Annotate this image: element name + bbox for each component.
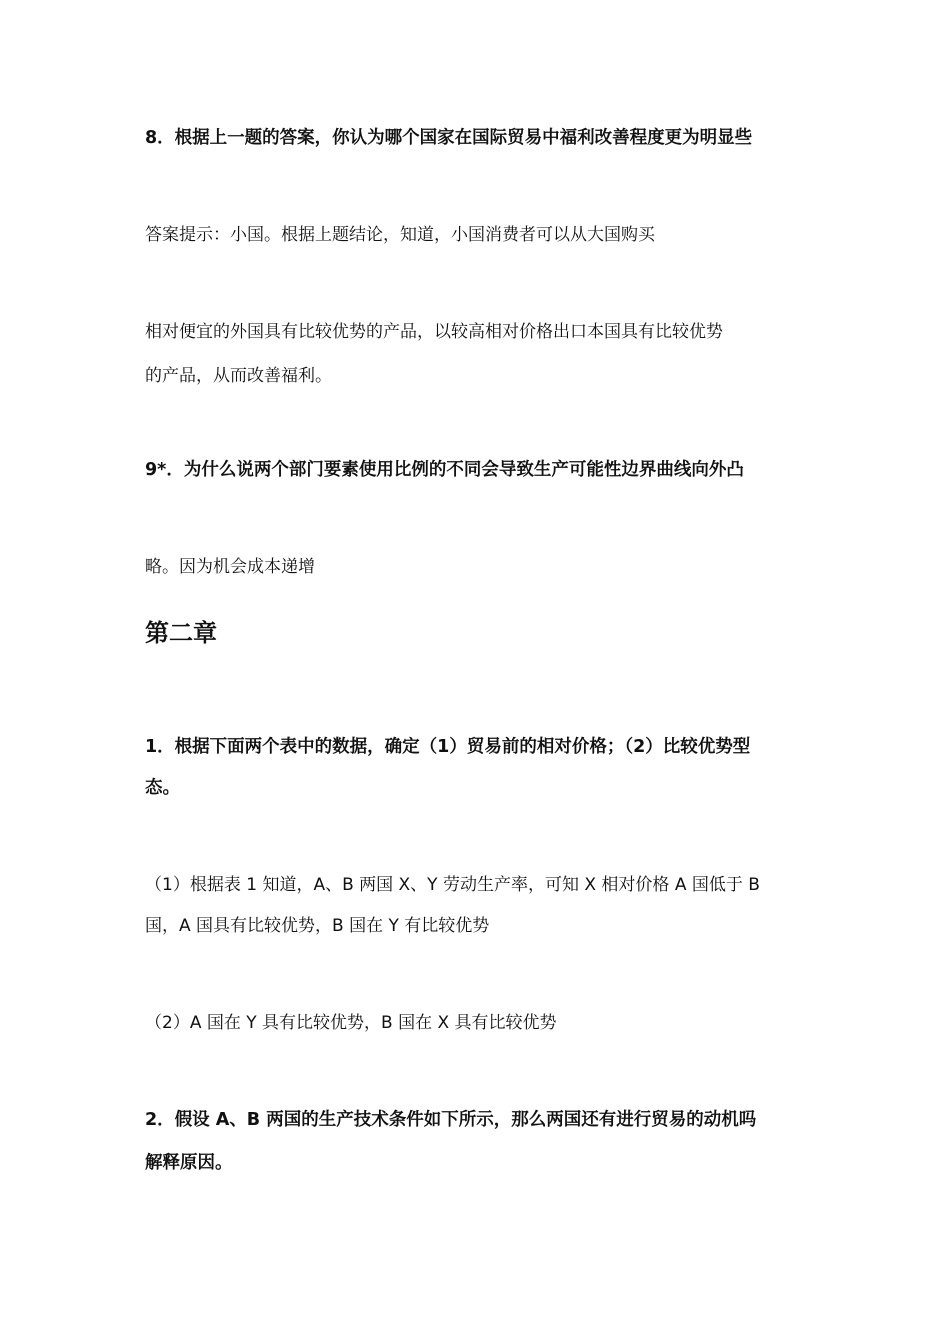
chapter2-question-1-line-1: 1．根据下面两个表中的数据，确定（1）贸易前的相对价格；（2）比较优势型 (145, 737, 751, 757)
chapter2-question-1-line-2: 态。 (145, 778, 180, 798)
answer-8-line-2: 相对便宜的外国具有比较优势的产品，以较高相对价格出口本国具有比较优势 (145, 322, 723, 342)
chapter2-answer-2: （2）A 国在 Y 具有比较优势，B 国在 X 具有比较优势 (145, 1013, 557, 1033)
chapter2-question-2-line-2: 解释原因。 (145, 1153, 233, 1173)
answer-9: 略。因为机会成本递增 (145, 557, 315, 577)
chapter-title: 第二章 (145, 619, 217, 647)
chapter2-answer-1-line-2: 国，A 国具有比较优势，B 国在 Y 有比较优势 (145, 916, 490, 936)
chapter2-question-2-line-1: 2．假设 A、B 两国的生产技术条件如下所示，那么两国还有进行贸易的动机吗 (145, 1110, 757, 1130)
question-9: 9*．为什么说两个部门要素使用比例的不同会导致生产可能性边界曲线向外凸 (145, 460, 744, 480)
answer-8-line-1: 答案提示：小国。根据上题结论，知道，小国消费者可以从大国购买 (145, 225, 655, 245)
answer-8-line-3: 的产品，从而改善福利。 (145, 366, 332, 386)
chapter2-answer-1-line-1: （1）根据表 1 知道，A、B 两国 X、Y 劳动生产率，可知 X 相对价格 A 国低于 B (145, 875, 760, 895)
question-8: 8．根据上一题的答案，你认为哪个国家在国际贸易中福利改善程度更为明显些 (145, 128, 753, 148)
